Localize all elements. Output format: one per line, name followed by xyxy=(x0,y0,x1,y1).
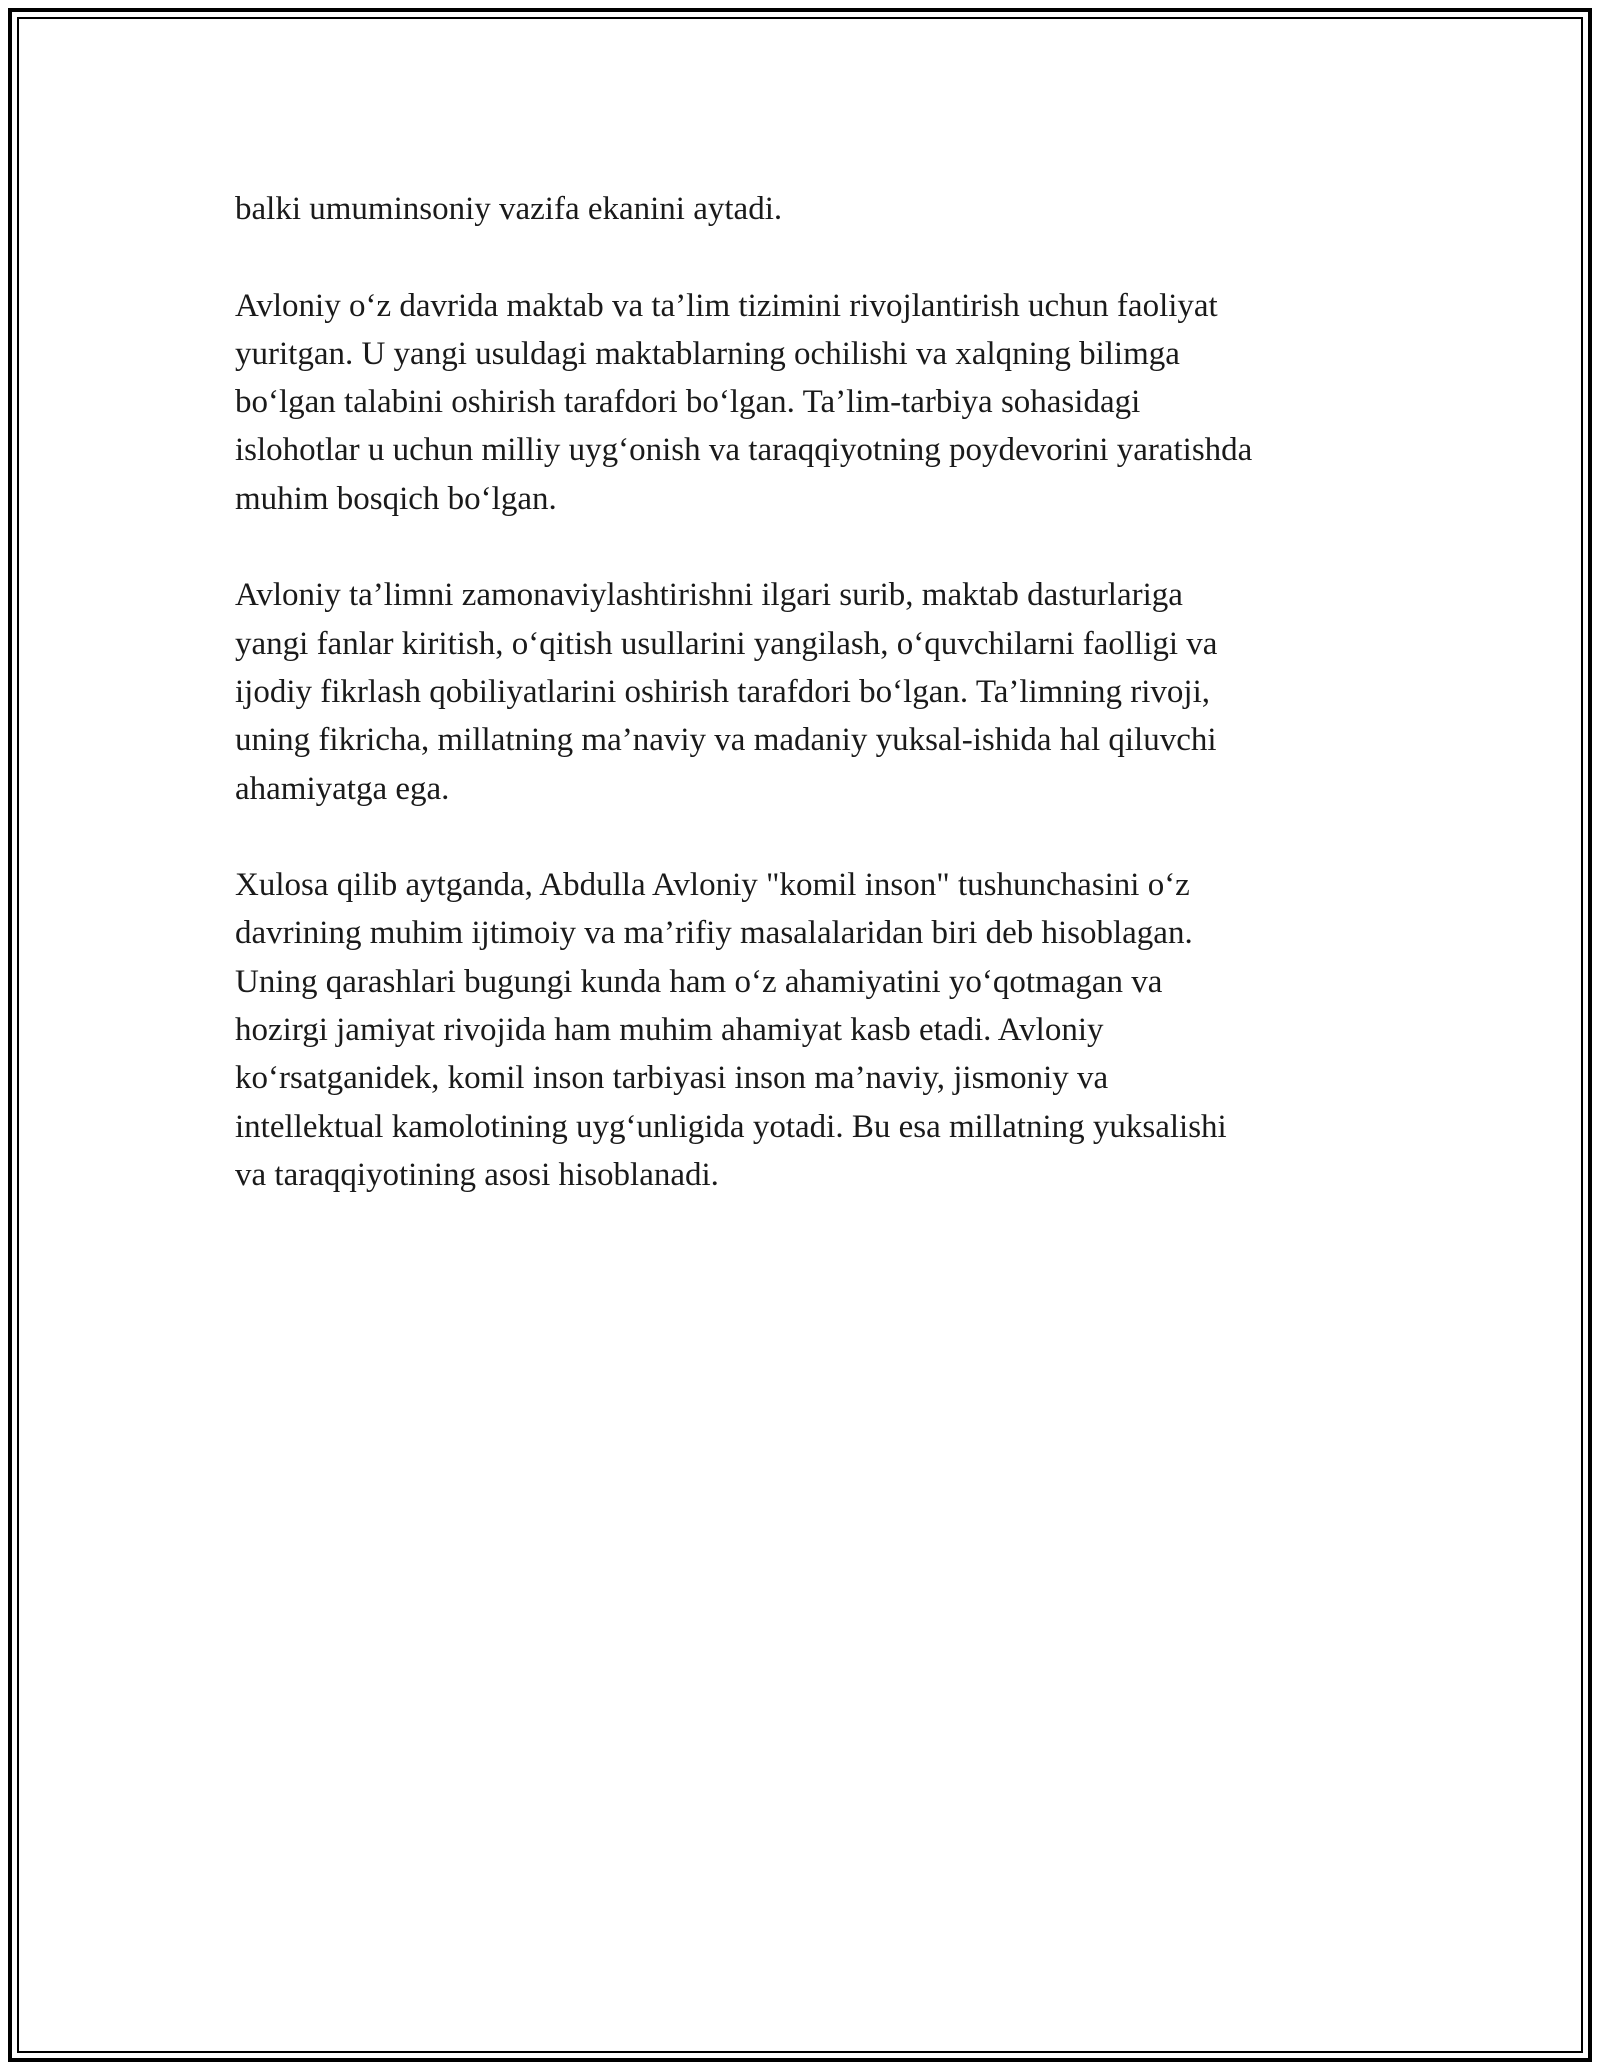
text-line: Xulosa qilib aytganda, Abdulla Avloniy "komil inson" tushunchasini o‘z xyxy=(235,867,1190,904)
text-line: uning fikricha, millatning ma’naviy va madaniy yuksal-ishida hal qiluvchi xyxy=(235,722,1217,759)
text-line: hozirgi jamiyat rivojida ham muhim ahamiyat kasb etadi. Avloniy xyxy=(235,1012,1104,1049)
text-line: Uning qarashlari bugungi kunda ham o‘z ahamiyatini yo‘qotmagan va xyxy=(235,963,1163,1000)
document-body xyxy=(235,185,1385,1248)
paragraph xyxy=(235,282,1385,523)
text-line: va taraqqiyotining asosi hisoblanadi. xyxy=(235,1156,719,1193)
text-line: ko‘rsatganidek, komil inson tarbiyasi inson ma’naviy, jismoniy va xyxy=(235,1060,1109,1097)
text-line: davrining muhim ijtimoiy va ma’rifiy masalalaridan biri deb hisoblagan. xyxy=(235,915,1193,952)
text-line: muhim bosqich bo‘lgan. xyxy=(235,480,557,517)
text-line: Avloniy o‘z davrida maktab va ta’lim tizimini rivojlantirish uchun faoliyat xyxy=(235,287,1218,324)
text-line: ahamiyatga ega. xyxy=(235,770,450,807)
text-line: Avloniy ta’limni zamonaviylashtirishni ilgari surib, maktab dasturlariga xyxy=(235,577,1183,614)
text-line: islohotlar u uchun milliy uyg‘onish va taraqqiyotning poydevorini yaratishda xyxy=(235,432,1253,469)
text-line: balki umuminsoniy vazifa ekanini aytadi. xyxy=(235,191,783,227)
text-line: intellektual kamolotining uyg‘unligida yotadi. Bu esa millatning yuksalishi xyxy=(235,1108,1227,1145)
paragraph xyxy=(235,571,1385,812)
text-line: yangi fanlar kiritish, o‘qitish usullarini yangilash, o‘quvchilarni faolligi va xyxy=(235,625,1218,662)
text-line: ijodiy fikrlash qobiliyatlarini oshirish tarafdori bo‘lgan. Ta’limning rivoji, xyxy=(235,673,1210,710)
text-line: bo‘lgan talabini oshirish tarafdori bo‘lgan. Ta’lim-tarbiya sohasidagi xyxy=(235,384,1141,421)
paragraph xyxy=(235,185,1385,233)
text-line: yuritgan. U yangi usuldagi maktablarning ochilishi va xalqning bilimga xyxy=(235,335,1180,372)
paragraph xyxy=(235,861,1385,1199)
